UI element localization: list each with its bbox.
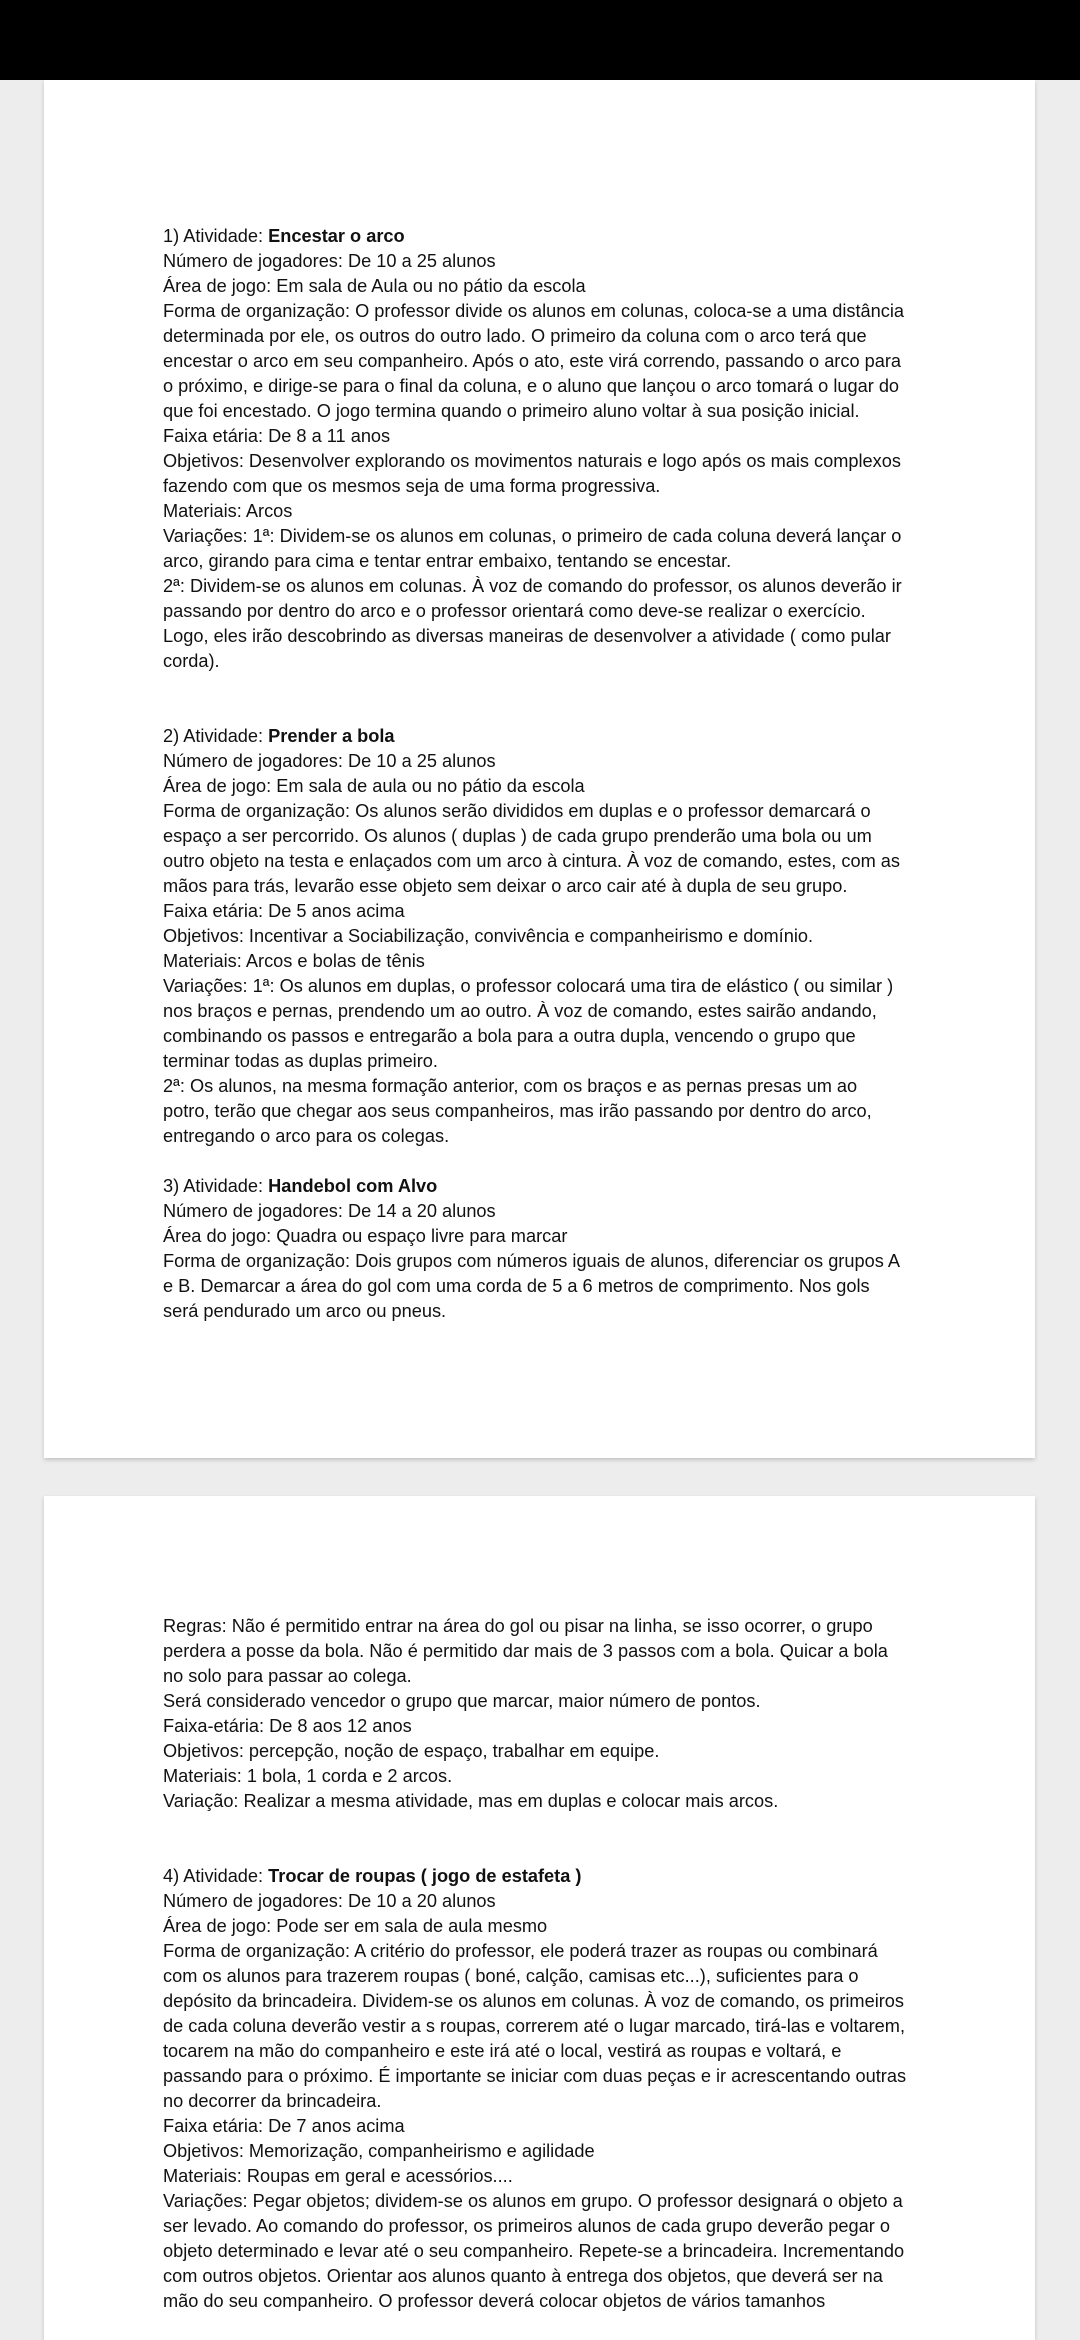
text-line: e B. Demarcar a área do gol com uma corda de 5 a 6 metros de comprimento. Nos gols: [163, 1276, 870, 1296]
text-line: que foi encestado. O jogo termina quando o primeiro aluno voltar à sua posição inicial.: [163, 401, 860, 421]
activity-4-title: Trocar de roupas ( jogo de estafeta ): [268, 1866, 582, 1886]
text-line: passando para o próximo. É importante se iniciar com duas peças e ir acrescentando outras: [163, 2066, 907, 2086]
text-line: arco, girando para cima e tentar entrar embaixo, tentando se encestar.: [163, 551, 732, 571]
text-line: Materiais: Arcos e bolas de tênis: [163, 951, 425, 971]
text-line: Variações: 1ª: Os alunos em duplas, o professor colocará uma tira de elástico ( ou similar ): [163, 976, 894, 996]
text-line: no solo para passar ao colega.: [163, 1666, 412, 1686]
text-line: 2ª: Dividem-se os alunos em colunas. À voz de comando do professor, os alunos deverão ir: [163, 576, 902, 596]
activity-4-body: [163, 1889, 963, 2314]
text-line: Materiais: Roupas em geral e acessórios....: [163, 2166, 513, 2186]
text-line: entregando o arco para os colegas.: [163, 1126, 450, 1146]
text-line: com outros objetos. Orientar aos alunos quanto à entrega dos objetos, que deverá ser na: [163, 2266, 883, 2286]
text-line: Objetivos: Desenvolver explorando os movimentos naturais e logo após os mais complexos: [163, 451, 901, 471]
text-line: objeto determinado e levar até o seu companheiro. Repete-se a brincadeira. Incrementando: [163, 2241, 905, 2261]
text-line: com os alunos para trazerem roupas ( boné, calção, camisas etc...), suficientes para o: [163, 1966, 859, 1986]
text-line: Regras: Não é permitido entrar na área do gol ou pisar na linha, se isso ocorrer, o grupo: [163, 1616, 873, 1636]
text-line: depósito da brincadeira. Dividem-se os alunos em colunas. À voz de comando, os primeiros: [163, 1991, 905, 2011]
text-line: Número de jogadores: De 10 a 20 alunos: [163, 1891, 496, 1911]
text-line: mão do seu companheiro. O professor deverá colocar objetos de vários tamanhos: [163, 2291, 826, 2311]
activity-3-title: Handebol com Alvo: [268, 1176, 438, 1196]
text-line: determinada por ele, os outros do outro lado. O primeiro da coluna com o arco terá que: [163, 326, 867, 346]
text-line: tocarem na mão do companheiro e este irá até o local, vestirá as roupas e voltará, e: [163, 2041, 842, 2061]
activity-1-body: [163, 249, 963, 674]
text-line: Forma de organização: A critério do professor, ele poderá trazer as roupas ou combinará: [163, 1941, 878, 1961]
activity-3-body: [163, 1199, 963, 1324]
text-line: nos braços e pernas, prendendo um ao outro. À voz de comando, estes sairão andando,: [163, 1001, 877, 1021]
text-line: Objetivos: percepção, noção de espaço, trabalhar em equipe.: [163, 1741, 660, 1761]
text-line: Objetivos: Incentivar a Sociabilização, convivência e companheirismo e domínio.: [163, 926, 814, 946]
text-line: de cada coluna deverão vestir a s roupas, correrem até o lugar marcado, tirá-las e voltarem,: [163, 2016, 906, 2036]
top-bar: [0, 0, 1080, 80]
text-line: ser levado. Ao comando do professor, os primeiros alunos de cada grupo deverão pegar o: [163, 2216, 890, 2236]
text-line: Será considerado vencedor o grupo que marcar, maior número de pontos.: [163, 1691, 761, 1711]
text-line: corda).: [163, 651, 220, 671]
text-line: Forma de organização: O professor divide os alunos em colunas, coloca-se a uma distância: [163, 301, 905, 321]
document-page-1[interactable]: [44, 80, 1035, 1458]
activity-1-title: Encestar o arco: [268, 226, 405, 246]
text-line: fazendo com que os mesmos seja de uma forma progressiva.: [163, 476, 661, 496]
text-line: Materiais: 1 bola, 1 corda e 2 arcos.: [163, 1766, 453, 1786]
text-line: Variação: Realizar a mesma atividade, mas em duplas e colocar mais arcos.: [163, 1791, 779, 1811]
text-line: Número de jogadores: De 10 a 25 alunos: [163, 251, 496, 271]
page-2-content: [163, 1614, 963, 2314]
document-page-2[interactable]: [44, 1496, 1035, 2340]
text-line: passando por dentro do arco e o professor orientará como deve-se realizar o exercício.: [163, 601, 866, 621]
activity-2-heading: 2) Atividade: Prender a bola: [163, 726, 395, 746]
text-line: encestar o arco em seu companheiro. Após o ato, este virá correndo, passando o arco para: [163, 351, 902, 371]
text-line: outro objeto na testa e enlaçados com um arco à cintura. À voz de comando, estes, com as: [163, 851, 900, 871]
text-line: Logo, eles irão descobrindo as diversas maneiras de desenvolver a atividade ( como pular: [163, 626, 891, 646]
text-line: combinando os passos e entregarão a bola para a outra dupla, vencendo o grupo que: [163, 1026, 856, 1046]
text-line: Faixa etária: De 8 a 11 anos: [163, 426, 391, 446]
page-1-content: [163, 224, 963, 1324]
text-line: mãos para trás, levarão esse objeto sem deixar o arco cair até à dupla de seu grupo.: [163, 876, 848, 896]
text-line: Variações: 1ª: Dividem-se os alunos em colunas, o primeiro de cada coluna deverá lançar o: [163, 526, 902, 546]
text-line: o próximo, e dirige-se para o final da coluna, e o aluno que lançou o arco tomará o lugar do: [163, 376, 900, 396]
text-line: Objetivos: Memorização, companheirismo e agilidade: [163, 2141, 595, 2161]
text-line: Área de jogo: Pode ser em sala de aula mesmo: [163, 1916, 548, 1936]
text-line: Faixa-etária: De 8 aos 12 anos: [163, 1716, 412, 1736]
text-line: Área de jogo: Em sala de aula ou no pátio da escola: [163, 776, 585, 796]
text-line: Número de jogadores: De 10 a 25 alunos: [163, 751, 496, 771]
activity-2-body: [163, 749, 963, 1149]
activity-2-title: Prender a bola: [268, 726, 395, 746]
activity-4-heading: 4) Atividade: Trocar de roupas ( jogo de estafeta ): [163, 1866, 582, 1886]
text-line: Área de jogo: Em sala de Aula ou no pátio da escola: [163, 276, 586, 296]
text-line: Variações: Pegar objetos; dividem-se os alunos em grupo. O professor designará o objeto a: [163, 2191, 903, 2211]
text-line: Faixa etária: De 5 anos acima: [163, 901, 405, 921]
text-line: Área do jogo: Quadra ou espaço livre para marcar: [163, 1226, 568, 1246]
text-line: perdera a posse da bola. Não é permitido dar mais de 3 passos com a bola. Quicar a bola: [163, 1641, 888, 1661]
text-line: terminar todas as duplas primeiro.: [163, 1051, 438, 1071]
text-line: Forma de organização: Dois grupos com números iguais de alunos, diferenciar os grupos A: [163, 1251, 900, 1271]
activity-3-rules: [163, 1614, 963, 1814]
text-line: potro, terão que chegar aos seus companheiros, mas irão passando por dentro do arco,: [163, 1101, 872, 1121]
text-line: Número de jogadores: De 14 a 20 alunos: [163, 1201, 496, 1221]
text-line: Forma de organização: Os alunos serão divididos em duplas e o professor demarcará o: [163, 801, 871, 821]
text-line: Faixa etária: De 7 anos acima: [163, 2116, 405, 2136]
text-line: espaço a ser percorrido. Os alunos ( duplas ) de cada grupo prenderão uma bola ou um: [163, 826, 872, 846]
text-line: Materiais: Arcos: [163, 501, 293, 521]
text-line: 2ª: Os alunos, na mesma formação anterior, com os braços e as pernas presas um ao: [163, 1076, 858, 1096]
activity-3-heading: 3) Atividade: Handebol com Alvo: [163, 1176, 438, 1196]
text-line: no decorrer da brincadeira.: [163, 2091, 382, 2111]
text-line: será pendurado um arco ou pneus.: [163, 1301, 447, 1321]
activity-1-heading: 1) Atividade: Encestar o arco: [163, 226, 405, 246]
